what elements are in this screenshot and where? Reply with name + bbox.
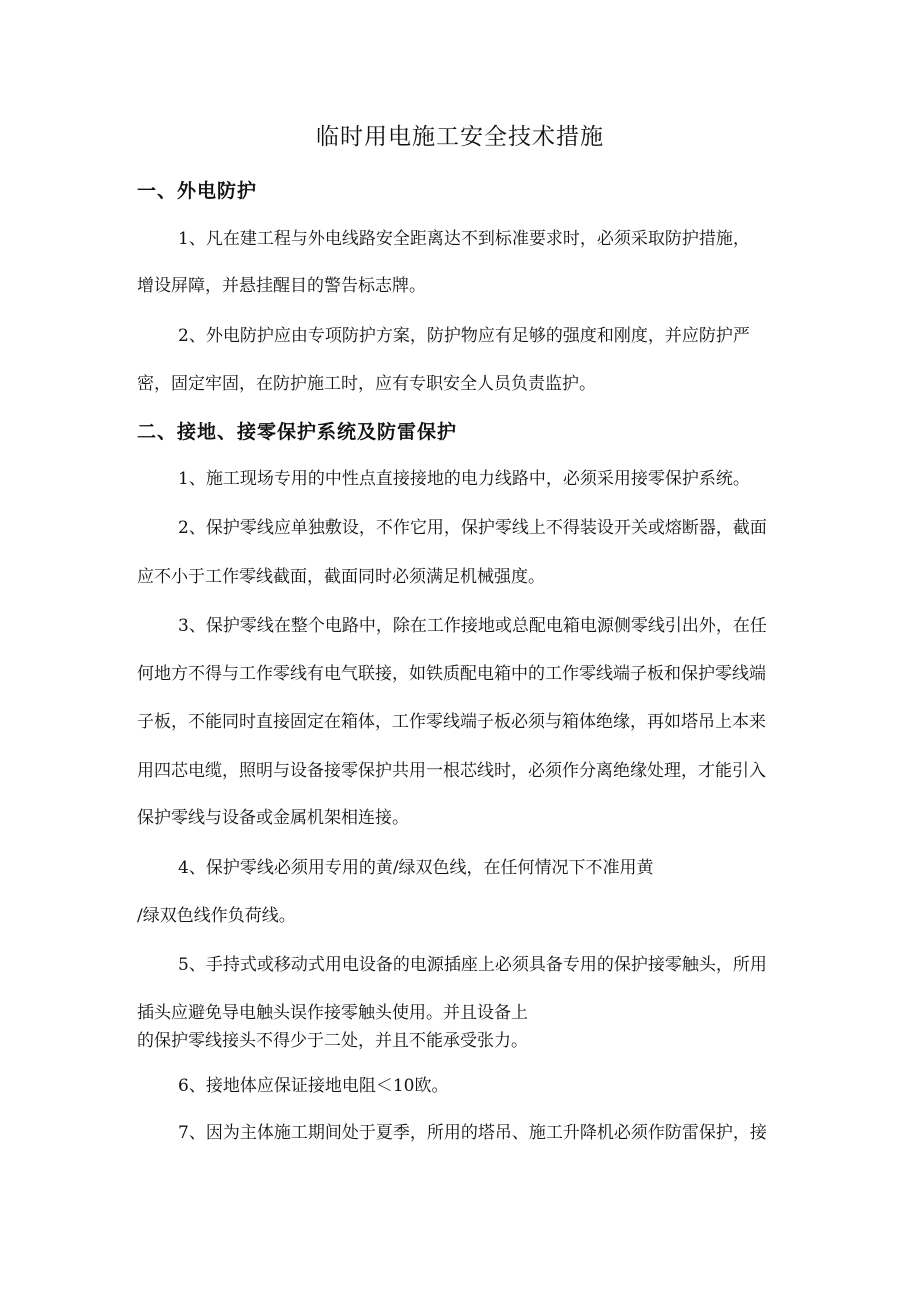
- paragraph-line: 子板，不能同时直接固定在箱体，工作零线端子板必须与箱体绝缘，再如塔吊上本来: [137, 712, 766, 732]
- paragraph-line: 2、保护零线应单独敷设，不作它用，保护零线上不得装设开关或熔断器，截面: [178, 518, 767, 538]
- section-heading-1: 一、外电防护: [137, 180, 258, 202]
- paragraph-line: 3、保护零线在整个电路中，除在工作接地或总配电箱电源侧零线引出外，在任: [178, 616, 767, 636]
- section-heading-2: 二、接地、接零保护系统及防雷保护: [137, 421, 458, 443]
- paragraph-line: 应不小于工作零线截面，截面同时必须满足机械强度。: [137, 567, 545, 587]
- paragraph-line: 增设屏障，并悬挂醒目的警告标志牌。: [137, 276, 426, 296]
- paragraph-line: 1、凡在建工程与外电线路安全距离达不到标准要求时，必须采取防护措施，: [178, 229, 750, 249]
- paragraph-line: /绿双色线作负荷线。: [137, 906, 296, 926]
- document-title: 临时用电施工安全技术措施: [316, 124, 604, 150]
- paragraph-line: 2、外电防护应由专项防护方案，防护物应有足够的强度和刚度，并应防护严: [178, 326, 750, 346]
- paragraph-line: 插头应避免导电触头误作接零触头使用。并且设备上: [137, 1003, 528, 1023]
- paragraph-line: 用四芯电缆，照明与设备接零保护共用一根芯线时，必须作分离绝缘处理，才能引入: [137, 761, 766, 781]
- paragraph-line: 5、手持式或移动式用电设备的电源插座上必须具备专用的保护接零触头，所用: [178, 955, 767, 975]
- paragraph-line: 密，固定牢固，在防护施工时，应有专职安全人员负责监护。: [137, 374, 596, 394]
- paragraph-line: 1、施工现场专用的中性点直接接地的电力线路中，必须采用接零保护系统。: [178, 469, 750, 489]
- paragraph-line: 的保护零线接头不得少于二处，并且不能承受张力。: [137, 1031, 528, 1051]
- paragraph-line: 保护零线与设备或金属机架相连接。: [137, 808, 409, 828]
- paragraph-line: 何地方不得与工作零线有电气联接，如铁质配电箱中的工作零线端子板和保护零线端: [137, 664, 766, 684]
- paragraph-line: 4、保护零线必须用专用的黄/绿双色线，在任何情况下不准用黄: [178, 858, 654, 878]
- paragraph-line: 6、接地体应保证接地电阻＜10欧。: [178, 1076, 449, 1096]
- paragraph-line: 7、因为主体施工期间处于夏季，所用的塔吊、施工升降机必须作防雷保护，接: [178, 1123, 767, 1143]
